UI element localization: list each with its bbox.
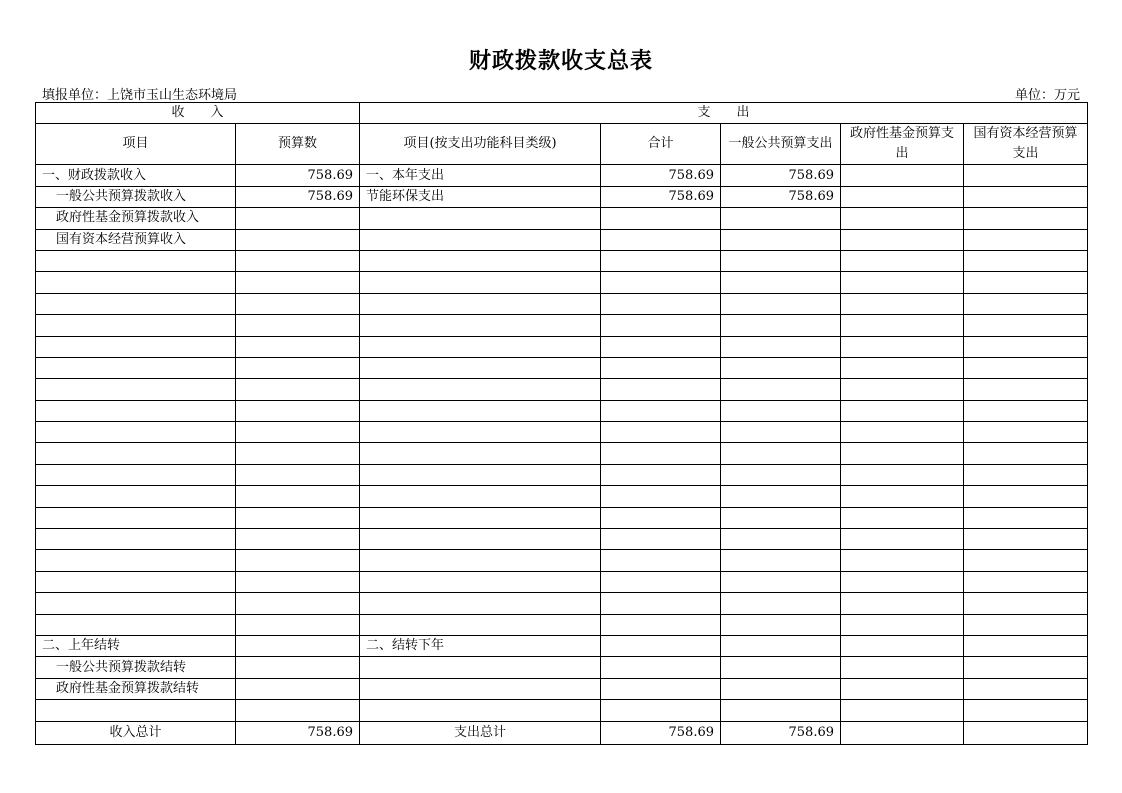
- expense-general-cell: [721, 593, 841, 614]
- income-item-cell: [36, 250, 236, 271]
- expense-fund-cell: [841, 700, 964, 721]
- table-row: [36, 250, 1088, 271]
- expense-item-cell: [360, 422, 601, 443]
- expense-general-cell: [721, 293, 841, 314]
- expense-state-cell: [964, 529, 1088, 550]
- expense-item-cell: [360, 229, 601, 250]
- table-row: [36, 208, 1088, 229]
- income-budget-cell: [236, 657, 360, 678]
- expense-fund-cell: [841, 657, 964, 678]
- income-item-cell: 二、上年结转: [36, 635, 236, 656]
- expense-fund-cell: [841, 486, 964, 507]
- income-item-cell: [36, 550, 236, 571]
- expense-fund-cell: [841, 208, 964, 229]
- expense-state-cell: [964, 357, 1088, 378]
- expense-general-cell: [721, 657, 841, 678]
- expense-fund-cell: [841, 507, 964, 528]
- income-budget-cell: [236, 443, 360, 464]
- table-row: [36, 614, 1088, 635]
- income-budget-cell: [236, 357, 360, 378]
- income-item-cell: [36, 379, 236, 400]
- expense-fund-cell: [841, 357, 964, 378]
- table-row: [36, 293, 1088, 314]
- expense-total-cell: [601, 400, 721, 421]
- expense-total-cell: [601, 250, 721, 271]
- expense-fund-cell: [841, 635, 964, 656]
- currency-unit: 单位：万元: [1014, 88, 1080, 103]
- table-row: [36, 700, 1088, 721]
- expense-total-cell: [601, 700, 721, 721]
- expense-state-cell: [964, 293, 1088, 314]
- table-row: [36, 229, 1088, 250]
- expense-state-cell: [964, 186, 1088, 207]
- income-item-cell: 一般公共预算拨款结转: [36, 657, 236, 678]
- income-budget-cell: [236, 593, 360, 614]
- expense-general-cell: [721, 507, 841, 528]
- expense-item-cell: [360, 486, 601, 507]
- expense-general-cell: [721, 229, 841, 250]
- expense-fund-total: [841, 721, 964, 744]
- expense-fund-cell: [841, 293, 964, 314]
- expense-total-cell: [601, 657, 721, 678]
- income-item-cell: [36, 593, 236, 614]
- expense-general-cell: [721, 336, 841, 357]
- table-row: [36, 657, 1088, 678]
- expense-total-cell: [601, 635, 721, 656]
- income-budget-cell: [236, 229, 360, 250]
- table-row: [36, 571, 1088, 592]
- expense-general-cell: [721, 635, 841, 656]
- expense-total-cell: [601, 315, 721, 336]
- expense-state-cell: [964, 400, 1088, 421]
- expense-total-cell: [601, 229, 721, 250]
- expense-item-cell: [360, 379, 601, 400]
- income-item-cell: [36, 614, 236, 635]
- expense-general-cell: [721, 272, 841, 293]
- expense-general-cell: [721, 208, 841, 229]
- table-row: [36, 678, 1088, 699]
- expense-general-cell: [721, 400, 841, 421]
- expense-section-header: 支 出: [360, 103, 1088, 124]
- expense-general-cell: 758.69: [721, 186, 841, 207]
- expense-state-cell: [964, 208, 1088, 229]
- income-budget-cell: [236, 571, 360, 592]
- income-budget-cell: [236, 272, 360, 293]
- expense-total-cell: [601, 614, 721, 635]
- col-header-item: 项目: [36, 124, 236, 165]
- table-row: [36, 507, 1088, 528]
- expense-general-cell: [721, 678, 841, 699]
- table-row: [36, 550, 1088, 571]
- expense-state-cell: [964, 678, 1088, 699]
- expense-fund-cell: [841, 593, 964, 614]
- income-budget-cell: 758.69: [236, 165, 360, 186]
- income-budget-cell: [236, 635, 360, 656]
- table-row: [36, 315, 1088, 336]
- expense-fund-cell: [841, 464, 964, 485]
- expense-state-cell: [964, 336, 1088, 357]
- expense-general-cell: [721, 464, 841, 485]
- col-header-fund-budget: 政府性基金预算支出: [841, 124, 964, 165]
- expense-item-cell: [360, 614, 601, 635]
- reporting-unit: 填报单位：上饶市玉山生态环境局: [42, 88, 238, 103]
- table-row: [36, 593, 1088, 614]
- income-item-cell: [36, 315, 236, 336]
- expense-fund-cell: [841, 229, 964, 250]
- income-item-cell: [36, 293, 236, 314]
- expense-state-cell: [964, 165, 1088, 186]
- income-budget-cell: [236, 250, 360, 271]
- col-header-state-capital: 国有资本经营预算支出: [964, 124, 1088, 165]
- expense-state-cell: [964, 700, 1088, 721]
- expense-general-cell: [721, 529, 841, 550]
- income-item-cell: [36, 400, 236, 421]
- expense-state-cell: [964, 635, 1088, 656]
- expense-fund-cell: [841, 678, 964, 699]
- table-row: [36, 635, 1088, 656]
- income-budget-cell: [236, 700, 360, 721]
- expense-fund-cell: [841, 336, 964, 357]
- expense-state-cell: [964, 443, 1088, 464]
- expense-general-cell: [721, 422, 841, 443]
- col-header-expense-item: 项目(按支出功能科目类级): [360, 124, 601, 165]
- income-total-label: 收入总计: [36, 721, 236, 744]
- expense-state-cell: [964, 593, 1088, 614]
- expense-general-cell: [721, 700, 841, 721]
- expense-general-cell: [721, 357, 841, 378]
- expense-fund-cell: [841, 550, 964, 571]
- expense-item-cell: [360, 593, 601, 614]
- income-item-cell: 政府性基金预算拨款收入: [36, 208, 236, 229]
- table-row: [36, 186, 1088, 207]
- expense-state-cell: [964, 657, 1088, 678]
- income-budget-cell: [236, 400, 360, 421]
- expense-fund-cell: [841, 165, 964, 186]
- income-budget-cell: [236, 422, 360, 443]
- income-item-cell: [36, 336, 236, 357]
- expense-state-cell: [964, 507, 1088, 528]
- table-row: [36, 486, 1088, 507]
- income-budget-cell: 758.69: [236, 186, 360, 207]
- income-budget-cell: [236, 507, 360, 528]
- expense-total-cell: [601, 293, 721, 314]
- expense-general-cell: [721, 571, 841, 592]
- expense-total-cell: 758.69: [601, 165, 721, 186]
- income-item-cell: [36, 464, 236, 485]
- income-section-header: 收 入: [36, 103, 360, 124]
- expense-item-cell: [360, 529, 601, 550]
- income-item-cell: [36, 357, 236, 378]
- income-budget-cell: [236, 529, 360, 550]
- expense-total-cell: [601, 507, 721, 528]
- income-budget-cell: [236, 550, 360, 571]
- totals-row: [36, 721, 1088, 744]
- expense-item-cell: [360, 657, 601, 678]
- expense-fund-cell: [841, 529, 964, 550]
- expense-fund-cell: [841, 186, 964, 207]
- expense-item-cell: [360, 507, 601, 528]
- table-row: [36, 422, 1088, 443]
- income-budget-cell: [236, 208, 360, 229]
- expense-item-cell: [360, 315, 601, 336]
- income-budget-cell: [236, 678, 360, 699]
- expense-item-cell: [360, 464, 601, 485]
- expense-total-cell: [601, 593, 721, 614]
- expense-item-cell: [360, 678, 601, 699]
- income-item-cell: [36, 272, 236, 293]
- expense-state-cell: [964, 464, 1088, 485]
- income-item-cell: [36, 700, 236, 721]
- expense-general-cell: [721, 250, 841, 271]
- col-header-general-budget: 一般公共预算支出: [721, 124, 841, 165]
- income-budget-cell: [236, 614, 360, 635]
- expense-item-cell: [360, 293, 601, 314]
- income-item-cell: 一般公共预算拨款收入: [36, 186, 236, 207]
- expense-general-total: 758.69: [721, 721, 841, 744]
- income-budget-cell: [236, 379, 360, 400]
- expense-total-cell: [601, 678, 721, 699]
- expense-total-cell: [601, 422, 721, 443]
- income-budget-cell: [236, 464, 360, 485]
- expense-total-cell: [601, 272, 721, 293]
- expense-item-cell: [360, 250, 601, 271]
- expense-state-cell: [964, 486, 1088, 507]
- expense-item-cell: [360, 700, 601, 721]
- expense-state-cell: [964, 250, 1088, 271]
- page-title: 财政拨款收支总表: [468, 49, 653, 74]
- income-item-cell: 政府性基金预算拨款结转: [36, 678, 236, 699]
- expense-total-label: 支出总计: [360, 721, 601, 744]
- expense-total-cell: [601, 443, 721, 464]
- expense-total-cell: 758.69: [601, 186, 721, 207]
- expense-fund-cell: [841, 443, 964, 464]
- table-row: [36, 464, 1088, 485]
- expense-state-cell: [964, 315, 1088, 336]
- income-item-cell: [36, 443, 236, 464]
- expense-item-cell: [360, 550, 601, 571]
- expense-general-cell: [721, 614, 841, 635]
- income-item-cell: 国有资本经营预算收入: [36, 229, 236, 250]
- expense-item-cell: [360, 571, 601, 592]
- expense-state-cell: [964, 550, 1088, 571]
- expense-general-cell: 758.69: [721, 165, 841, 186]
- expense-fund-cell: [841, 272, 964, 293]
- expense-state-cell: [964, 422, 1088, 443]
- expense-general-cell: [721, 379, 841, 400]
- expense-fund-cell: [841, 571, 964, 592]
- income-item-cell: [36, 529, 236, 550]
- expense-fund-cell: [841, 614, 964, 635]
- expense-item-cell: [360, 443, 601, 464]
- expense-total-cell: [601, 550, 721, 571]
- table-row: [36, 357, 1088, 378]
- income-budget-cell: [236, 486, 360, 507]
- expense-state-total: [964, 721, 1088, 744]
- expense-state-cell: [964, 272, 1088, 293]
- income-item-cell: [36, 507, 236, 528]
- income-budget-cell: [236, 293, 360, 314]
- expense-item-cell: 节能环保支出: [360, 186, 601, 207]
- income-item-cell: 一、财政拨款收入: [36, 165, 236, 186]
- expense-total-cell: [601, 529, 721, 550]
- table-row: [36, 272, 1088, 293]
- expense-item-cell: [360, 336, 601, 357]
- expense-total-cell: [601, 357, 721, 378]
- income-budget-cell: [236, 336, 360, 357]
- expense-general-cell: [721, 550, 841, 571]
- col-header-budget: 预算数: [236, 124, 360, 165]
- income-total-value: 758.69: [236, 721, 360, 744]
- expense-total-cell: [601, 379, 721, 400]
- expense-total-value: 758.69: [601, 721, 721, 744]
- expense-fund-cell: [841, 400, 964, 421]
- expense-total-cell: [601, 464, 721, 485]
- expense-state-cell: [964, 614, 1088, 635]
- expense-total-cell: [601, 486, 721, 507]
- expense-item-cell: 一、本年支出: [360, 165, 601, 186]
- expense-fund-cell: [841, 379, 964, 400]
- expense-fund-cell: [841, 250, 964, 271]
- expense-state-cell: [964, 379, 1088, 400]
- expense-fund-cell: [841, 422, 964, 443]
- income-item-cell: [36, 422, 236, 443]
- expense-state-cell: [964, 571, 1088, 592]
- table-row: [36, 400, 1088, 421]
- expense-item-cell: [360, 208, 601, 229]
- expense-item-cell: [360, 272, 601, 293]
- col-header-total: 合计: [601, 124, 721, 165]
- expense-general-cell: [721, 443, 841, 464]
- expense-general-cell: [721, 486, 841, 507]
- table-row: [36, 336, 1088, 357]
- expense-item-cell: [360, 400, 601, 421]
- income-item-cell: [36, 486, 236, 507]
- fiscal-summary-table: [35, 102, 1088, 745]
- expense-item-cell: [360, 357, 601, 378]
- table-row: [36, 529, 1088, 550]
- expense-item-cell: 二、结转下年: [360, 635, 601, 656]
- expense-total-cell: [601, 208, 721, 229]
- table-row: [36, 443, 1088, 464]
- income-budget-cell: [236, 315, 360, 336]
- expense-general-cell: [721, 315, 841, 336]
- expense-total-cell: [601, 336, 721, 357]
- table-row: [36, 379, 1088, 400]
- income-item-cell: [36, 571, 236, 592]
- table-row: [36, 165, 1088, 186]
- expense-state-cell: [964, 229, 1088, 250]
- expense-fund-cell: [841, 315, 964, 336]
- expense-total-cell: [601, 571, 721, 592]
